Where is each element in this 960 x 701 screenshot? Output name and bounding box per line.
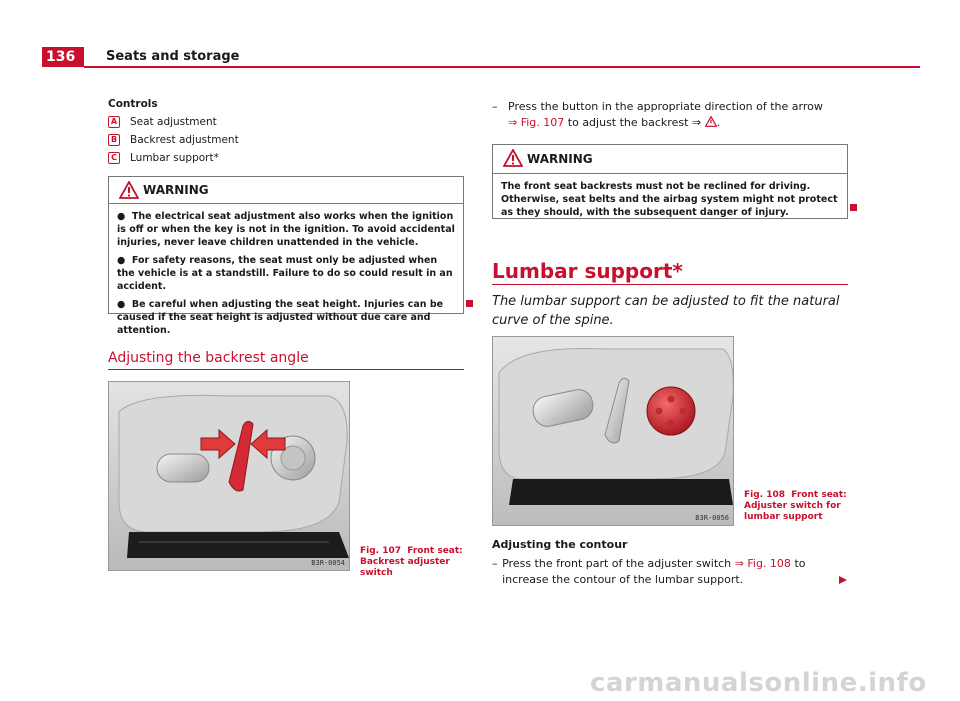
warning-box-right [492,144,848,219]
end-mark [850,204,857,211]
figure-108 [492,336,734,526]
warning-text: The front seat backrests must not be reclined for driving. Otherwise, seat belts and the airbag system might not protect as they should, with the subsequent danger of injury. [501,181,838,218]
warning-item: ● Be careful when adjusting the seat height. Injuries can be caused if the seat height is adjusted without due care and attention. [117,299,444,336]
control-label: Lumbar support* [130,152,219,164]
contour-step: – Press the front part of the adjuster switch ⇒ Fig. 108 to increase the contour of the lumbar support. [492,557,806,586]
continue-arrow-icon [838,575,848,585]
control-label: Seat adjustment [130,116,217,128]
page-number: 136 [42,47,84,67]
watermark: carmanualsonline.info [590,668,927,698]
control-item-a [108,116,217,128]
warning-item: ● The electrical seat adjustment also works when the ignition is off or when the key is not in the ignition. To avoid accidental injuries, never leave children unattended in the vehicle. [117,211,455,248]
warning-title: WARNING [143,183,209,197]
figure-code: B3R-0056 [695,514,729,522]
figure-code: B3R-0054 [311,559,345,567]
figure-caption-108: Fig. 108 Front seat: Adjuster switch for lumbar support [744,490,847,522]
warning-item: ● For safety reasons, the seat must only be adjusted when the vehicle is at a standstill. Failure to do so could result in an accident. [117,255,453,292]
lumbar-heading: Lumbar support* [492,259,683,283]
heading-rule [492,284,848,285]
controls-title: Controls [108,98,158,110]
figure-caption-107: Fig. 107 Front seat: Backrest adjuster switch [360,546,463,578]
end-mark [466,300,473,307]
callout-badge: A [108,116,120,128]
seat-switch-illustration [109,382,350,571]
warning-icon [503,149,523,167]
warning-icon [119,181,139,199]
section-title: Seats and storage [106,49,240,64]
warning-box-left [108,176,464,336]
warning-header [493,145,847,174]
control-item-b [108,134,239,146]
warning-header [109,177,463,204]
figure-107 [108,381,350,571]
warning-ref-icon[interactable] [705,116,717,127]
contour-title: Adjusting the contour [492,538,628,551]
fig-107-link[interactable]: ⇒ Fig. 107 [508,116,565,129]
fig-108-link[interactable]: ⇒ Fig. 108 [734,557,791,570]
backrest-step: – Press the button in the appropriate direction of the arrow ⇒ Fig. 107 to adjust the backrest ⇒ . [492,100,823,129]
warning-title: WARNING [527,152,593,166]
lumbar-switch-illustration [493,337,734,526]
lumbar-lead: The lumbar support can be adjusted to fit the natural curve of the spine. [492,294,840,328]
callout-badge: C [108,152,120,164]
heading-rule [108,369,464,370]
control-label: Backrest adjustment [130,134,239,146]
header-rule [84,66,920,68]
backrest-heading: Adjusting the backrest angle [108,350,309,366]
control-item-c [108,152,219,164]
callout-badge: B [108,134,120,146]
